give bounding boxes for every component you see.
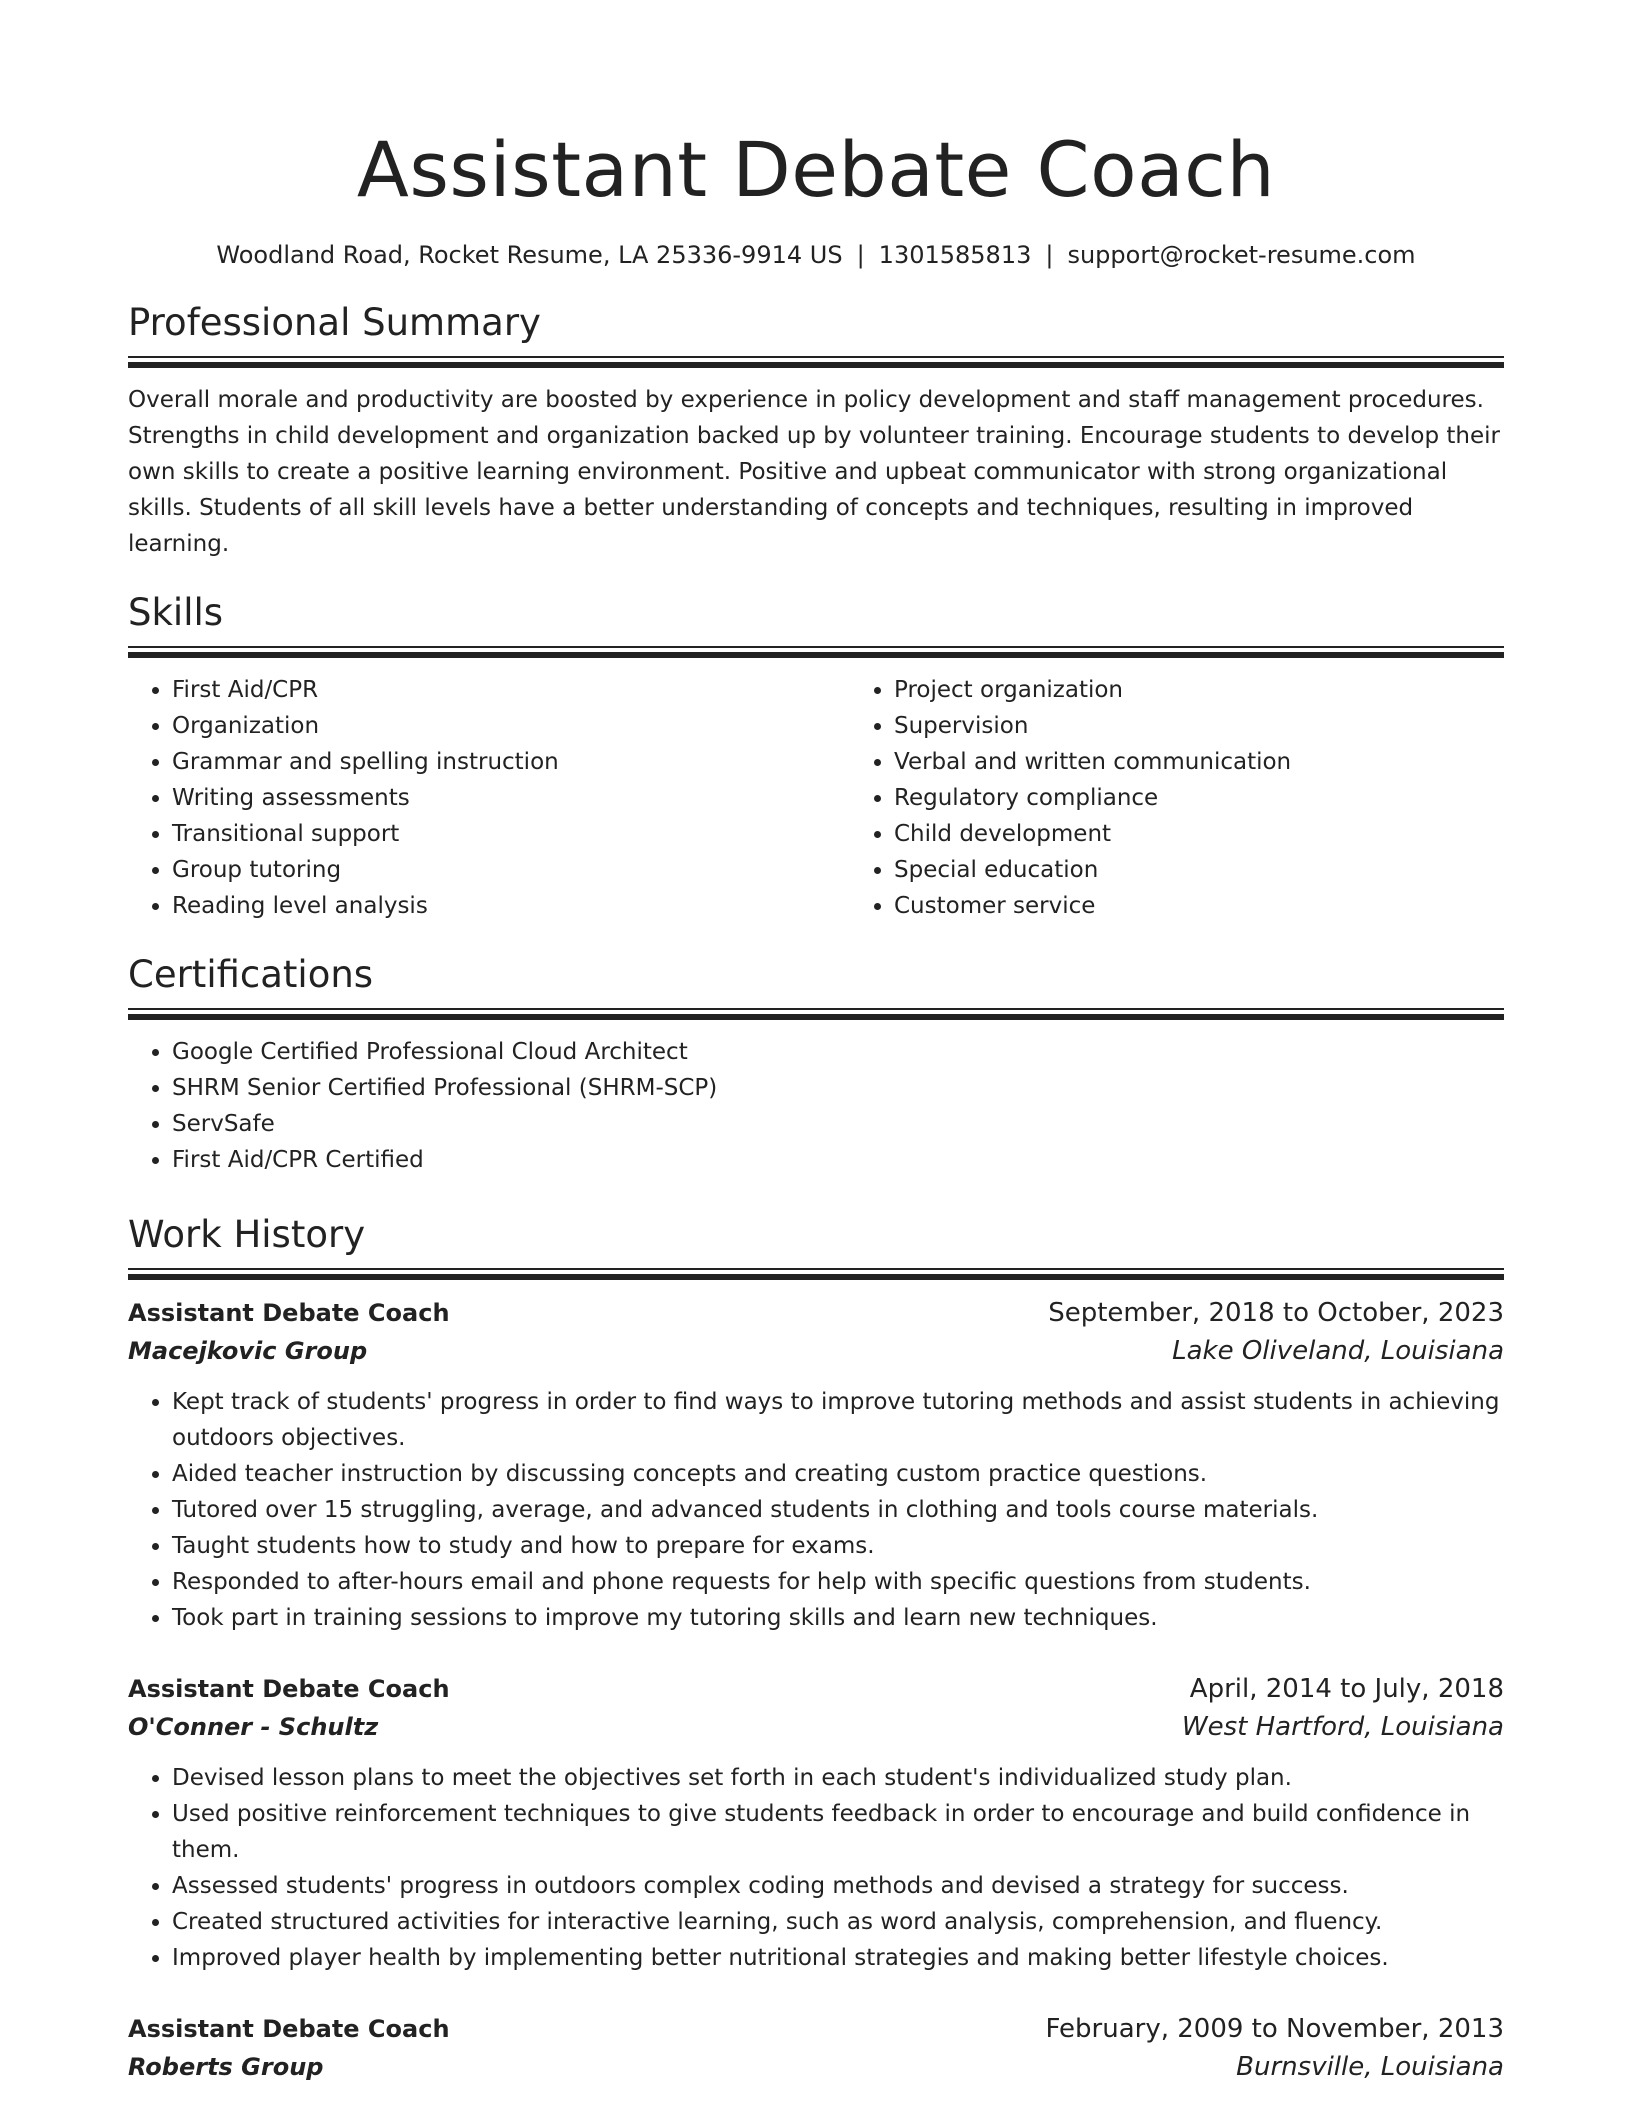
section-rule	[128, 646, 1504, 658]
work-history-section	[128, 1212, 1504, 2086]
skill-item: • Verbal and written communication	[894, 744, 1572, 780]
job-title: Assistant Debate Coach	[128, 1675, 450, 1703]
skills-grid	[128, 672, 1504, 924]
job-bullet: • Taught students how to study and how to prepare for exams.	[172, 1528, 1504, 1564]
job-bullet: • Tutored over 15 struggling, average, and advanced students in clothing and tools course materials.	[172, 1492, 1504, 1528]
contact-email: support@rocket-resume.com	[1067, 241, 1416, 269]
job-dates: September, 2018 to October, 2023	[1048, 1298, 1504, 1328]
job-bullets	[128, 1384, 1504, 1636]
contact-line	[128, 238, 1504, 272]
skill-item: • First Aid/CPR	[172, 672, 850, 708]
summary-section	[128, 300, 1504, 562]
skills-section	[128, 590, 1504, 924]
skill-item: • Organization	[172, 708, 850, 744]
section-heading-summary: Professional Summary	[128, 301, 541, 344]
skill-item: • Supervision	[894, 708, 1572, 744]
certification-item: • SHRM Senior Certified Professional (SHRM-SCP)	[172, 1070, 1504, 1106]
summary-text: Overall morale and productivity are boosted by experience in policy development and staff management procedures. Strengths in child development and organization backed up by volunteer training. Encourage students to develop their own skills to create a positive learning environment. Positive and upbeat communicator with strong organizational skills. Students of all skill levels have a better understanding of concepts and techniques, resulting in improved learning.	[128, 387, 1500, 557]
skills-list-left	[128, 672, 850, 924]
job-bullet: • Aided teacher instruction by discussing concepts and creating custom practice questions.	[172, 1456, 1504, 1492]
section-rule	[128, 1268, 1504, 1280]
skill-item: • Regulatory compliance	[894, 780, 1572, 816]
contact-separator: |	[856, 241, 865, 269]
certifications-list	[128, 1034, 1504, 1178]
skill-item: • Special education	[894, 852, 1572, 888]
skill-item: • Grammar and spelling instruction	[172, 744, 850, 780]
job-company: O'Conner - Schultz	[128, 1713, 379, 1741]
section-rule	[128, 1008, 1504, 1020]
job-bullet: • Devised lesson plans to meet the objectives set forth in each student's individualized study plan.	[172, 1760, 1504, 1796]
certification-item: • Google Certified Professional Cloud Architect	[172, 1034, 1504, 1070]
contact-address: Woodland Road, Rocket Resume, LA 25336-9914 US	[216, 241, 843, 269]
job-dates: April, 2014 to July, 2018	[1189, 1674, 1504, 1704]
skill-item: • Group tutoring	[172, 852, 850, 888]
section-heading-skills: Skills	[128, 591, 224, 634]
job-bullet: • Responded to after-hours email and phone requests for help with specific questions from students.	[172, 1564, 1504, 1600]
skill-item: • Writing assessments	[172, 780, 850, 816]
certifications-section	[128, 952, 1504, 1178]
job-bullet: • Kept track of students' progress in order to find ways to improve tutoring methods and assist students in achieving outdoors objectives.	[172, 1384, 1504, 1456]
job-title: Assistant Debate Coach	[128, 1299, 450, 1327]
job-title: Assistant Debate Coach	[128, 2015, 450, 2043]
job-entry	[128, 1670, 1504, 1976]
resume-page	[128, 0, 1504, 2100]
contact-separator: |	[1045, 241, 1054, 269]
certification-item: • ServSafe	[172, 1106, 1504, 1142]
job-bullet: • Improved player health by implementing better nutritional strategies and making better lifestyle choices.	[172, 1940, 1504, 1976]
job-company: Macejkovic Group	[128, 1337, 368, 1365]
job-location: West Hartford, Louisiana	[1181, 1712, 1504, 1742]
job-bullet: • Created structured activities for interactive learning, such as word analysis, comprehension, and fluency.	[172, 1904, 1504, 1940]
contact-phone: 1301585813	[878, 241, 1032, 269]
section-heading-certifications: Certifications	[128, 953, 374, 996]
skill-item: • Transitional support	[172, 816, 850, 852]
job-bullet: • Assessed students' progress in outdoors complex coding methods and devised a strategy for success.	[172, 1868, 1504, 1904]
job-location: Lake Oliveland, Louisiana	[1172, 1336, 1504, 1366]
job-company: Roberts Group	[128, 2053, 324, 2081]
job-bullet: • Used positive reinforcement techniques to give students feedback in order to encourage and build confidence in them.	[172, 1796, 1504, 1868]
job-entry	[128, 1294, 1504, 1636]
job-dates: February, 2009 to November, 2013	[1045, 2014, 1504, 2044]
certification-item: • First Aid/CPR Certified	[172, 1142, 1504, 1178]
job-location: Burnsville, Louisiana	[1236, 2052, 1504, 2082]
skill-item: • Customer service	[894, 888, 1572, 924]
job-entry	[128, 2010, 1504, 2086]
job-bullet: • Took part in training sessions to improve my tutoring skills and learn new techniques.	[172, 1600, 1504, 1636]
skill-item: • Project organization	[894, 672, 1572, 708]
skill-item: • Reading level analysis	[172, 888, 850, 924]
skills-list-right	[850, 672, 1572, 924]
skill-item: • Child development	[894, 816, 1572, 852]
section-rule	[128, 356, 1504, 368]
job-bullets	[128, 1760, 1504, 1976]
resume-title: Assistant Debate Coach	[356, 125, 1276, 214]
section-heading-work-history: Work History	[128, 1213, 366, 1256]
